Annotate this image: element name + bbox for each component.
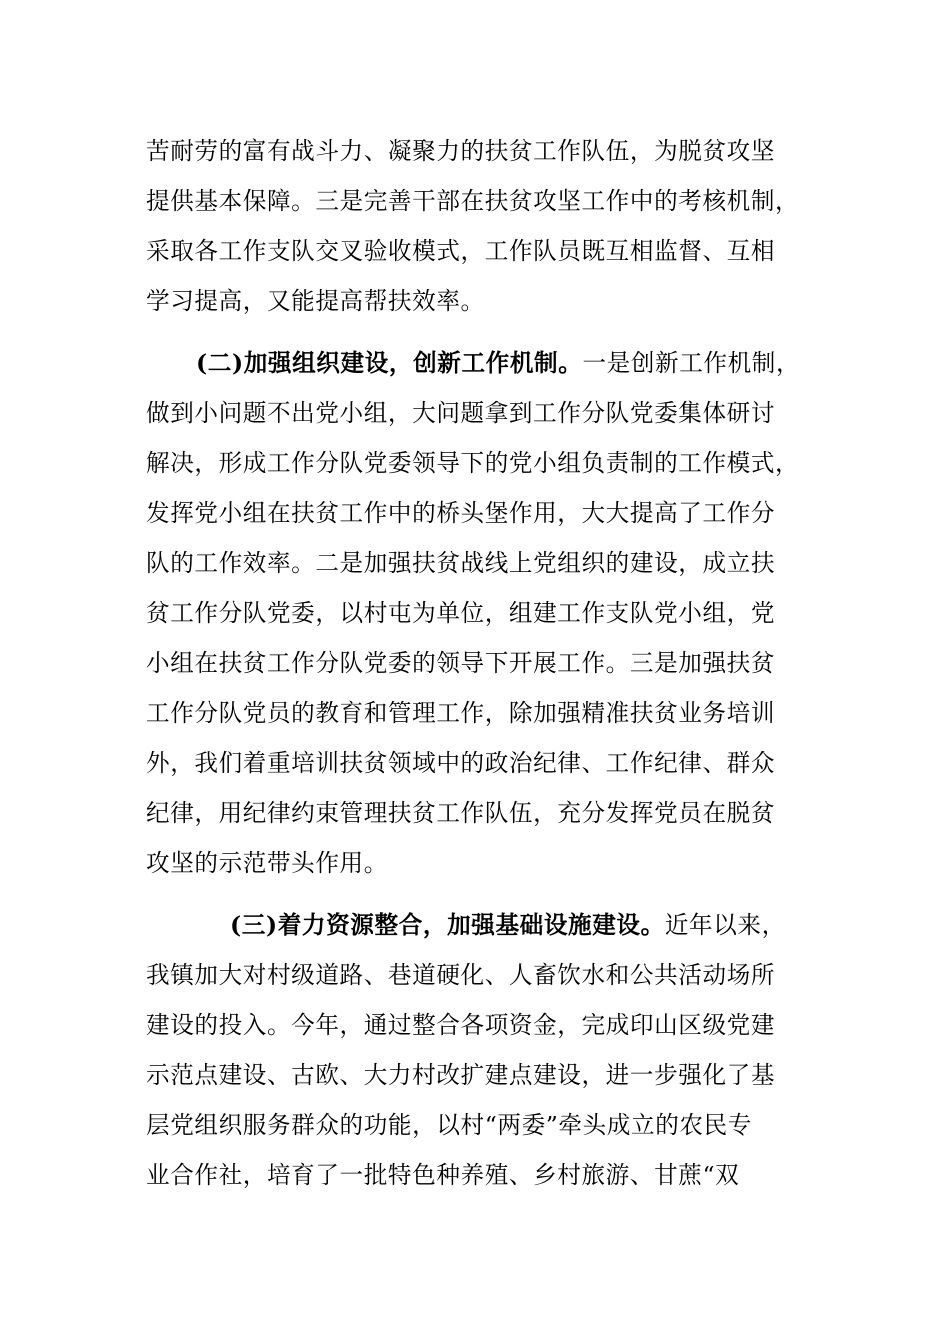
paragraph-3-line-2: 我镇加大对村级道路、巷道硬化、人畜饮水和公共活动场所: [146, 961, 776, 989]
paragraph-2-line-8: 工作分队党员的教育和管理工作，除加强精准扶贫业务培训: [146, 699, 776, 727]
paragraph-3-first-line: [230, 910, 806, 940]
section-heading-3: (三)着力资源整合，加强基础设施建设。: [230, 911, 665, 939]
section-heading-2: (二)加强组织建设，创新工作机制。: [196, 349, 583, 377]
paragraph-2-line-6: 贫工作分队党委，以村屯为单位，组建工作支队党小组，党: [146, 599, 776, 627]
paragraph-2-line-2: 做到小问题不出党小组，大问题拿到工作分队党委集体研讨: [146, 399, 776, 427]
paragraph-3-line-1: 近年以来，: [664, 911, 786, 939]
paragraph-3-line-5: 层党组织服务群众的功能，以村“两委”牵头成立的农民专: [146, 1111, 752, 1139]
paragraph-2-line-11: 攻坚的示范带头作用。: [146, 849, 388, 877]
paragraph-2-line-5: 队的工作效率。二是加强扶贫战线上党组织的建设，成立扶: [146, 549, 776, 577]
paragraph-3-line-4: 示范点建设、古欧、大力村改扩建点建设，进一步强化了基: [146, 1061, 776, 1089]
paragraph-2-line-4: 发挥党小组在扶贫工作中的桥头堡作用，大大提高了工作分: [146, 499, 776, 527]
paragraph-2-line-7: 小组在扶贫工作分队党委的领导下开展工作。三是加强扶贫: [146, 649, 776, 677]
paragraph-1-line-1: 苦耐劳的富有战斗力、凝聚力的扶贫工作队伍，为脱贫攻坚: [146, 137, 776, 165]
paragraph-2-line-9: 外，我们着重培训扶贫领域中的政治纪律、工作纪律、群众: [146, 749, 776, 777]
paragraph-2-line-10: 纪律，用纪律约束管理扶贫工作队伍，充分发挥党员在脱贫: [146, 799, 776, 827]
paragraph-2-line-3: 解决，形成工作分队党委领导下的党小组负责制的工作模式，: [146, 449, 800, 477]
paragraph-1-line-4: 学习提高，又能提高帮扶效率。: [146, 287, 485, 315]
paragraph-2-first-line: [196, 348, 806, 378]
paragraph-1-line-3: 采取各工作支队交叉验收模式，工作队员既互相监督、互相: [146, 237, 776, 265]
paragraph-3-line-6: 业合作社，培育了一批特色种养殖、乡村旅游、甘蔗“双: [146, 1161, 740, 1189]
paragraph-1-line-2: 提供基本保障。三是完善干部在扶贫攻坚工作中的考核机制，: [146, 187, 800, 215]
paragraph-2-line-1: 一是创新工作机制，: [582, 349, 801, 377]
paragraph-3-line-3: 建设的投入。今年，通过整合各项资金，完成印山区级党建: [146, 1011, 776, 1039]
